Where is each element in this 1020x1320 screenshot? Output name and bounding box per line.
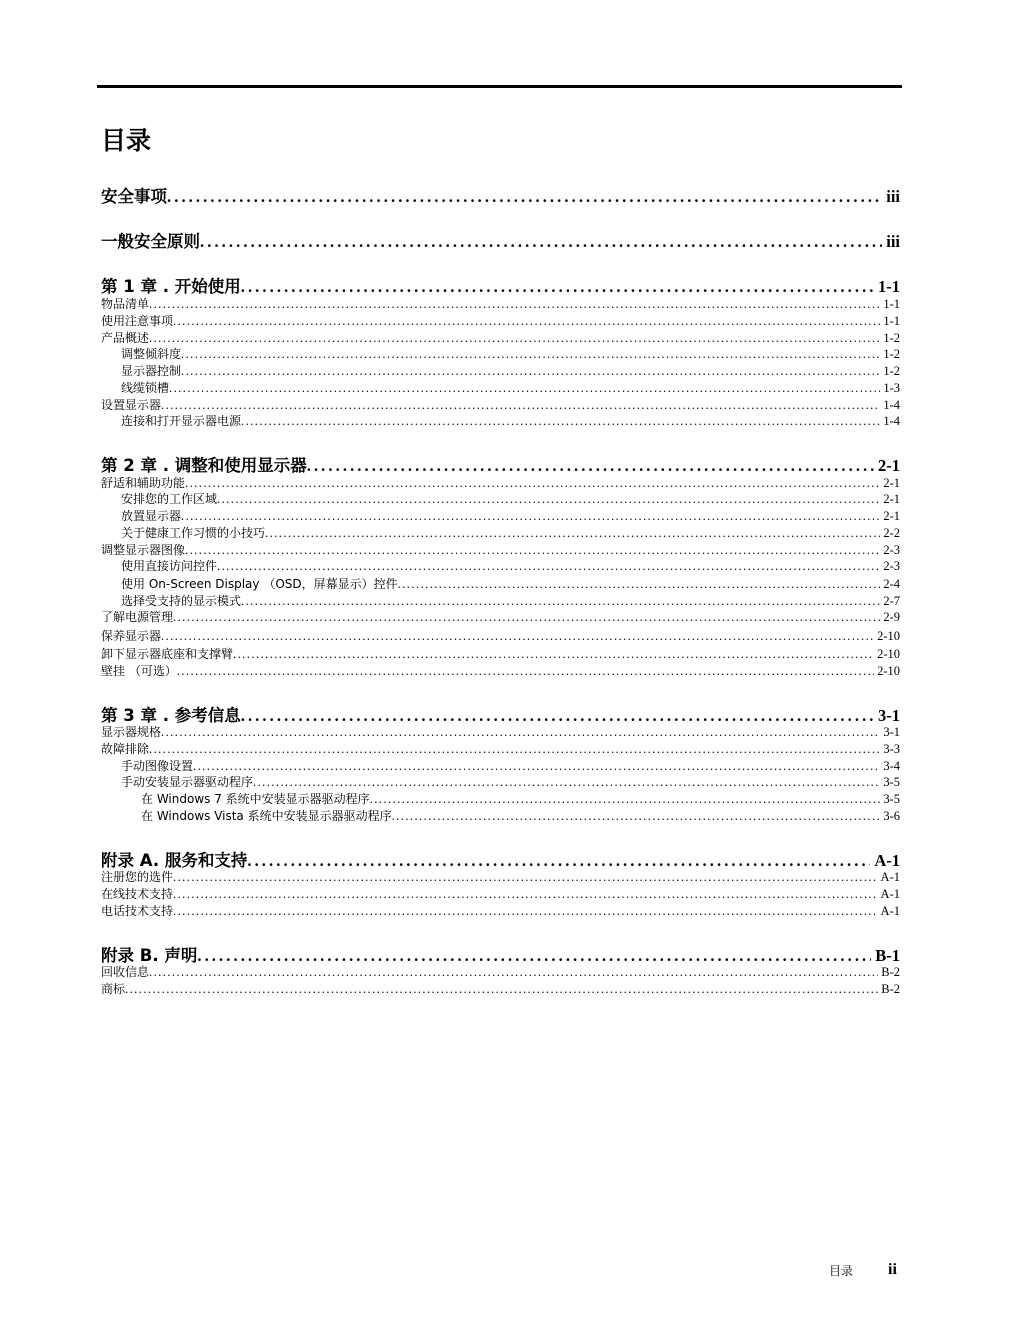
toc-entry-title: 放置显示器 — [121, 509, 182, 523]
header-rule — [97, 85, 902, 88]
dot-leader — [217, 491, 880, 508]
footer-title: 目录 — [829, 1264, 854, 1278]
toc-entry-title: 选择受支持的显示模式 — [121, 594, 242, 608]
toc-entry-title: 显示器控制 — [121, 364, 182, 378]
toc-entry-title: 设置显示器 — [101, 398, 162, 412]
toc-page-number: 1-4 — [883, 398, 900, 412]
toc-page-number: 3-3 — [883, 742, 900, 756]
toc-entry[interactable] — [101, 525, 900, 542]
page-title: 目录 — [101, 126, 152, 155]
toc-page-number: 2-10 — [877, 647, 900, 661]
footer-page-number: ii — [888, 1261, 897, 1278]
toc-entry-title: 保养显示器 — [101, 629, 162, 643]
toc-heading[interactable] — [101, 276, 900, 298]
toc-entry[interactable] — [101, 981, 900, 998]
toc-page-number: B-2 — [881, 965, 900, 979]
toc-page-number: 2-4 — [883, 577, 900, 591]
dot-leader — [217, 558, 880, 575]
toc-entry-title: 了解电源管理 — [101, 610, 174, 624]
toc-page-number: 3-5 — [883, 792, 900, 806]
toc-page-number: 3-6 — [883, 809, 900, 823]
dot-leader — [200, 231, 882, 253]
toc-entry-title: 故障排除 — [101, 742, 150, 756]
toc-page-number: A-1 — [880, 904, 900, 918]
toc-entry[interactable] — [101, 964, 900, 981]
toc-page-number: 1-1 — [883, 314, 900, 328]
toc-entry[interactable] — [101, 296, 900, 313]
dot-leader — [193, 758, 880, 775]
dot-leader — [233, 646, 874, 663]
dot-leader — [149, 964, 878, 981]
toc-page-number: 3-1 — [878, 706, 900, 725]
toc-page-number: 1-2 — [883, 331, 900, 345]
toc-entry-title: 产品概述 — [101, 331, 150, 345]
toc-heading[interactable] — [101, 455, 900, 477]
toc-page-number: iii — [886, 232, 900, 251]
dot-leader — [181, 363, 880, 380]
toc-entry-title: 手动图像设置 — [121, 759, 194, 773]
dot-leader — [307, 455, 874, 477]
toc-page-number: 2-1 — [883, 492, 900, 506]
dot-leader — [241, 276, 874, 298]
toc-entry-title: 安排您的工作区域 — [121, 492, 218, 506]
toc-entry-title: 第 1 章 . 开始使用 — [101, 277, 241, 296]
toc-entry[interactable] — [101, 791, 900, 808]
toc-entry[interactable] — [101, 724, 900, 741]
toc-entry[interactable] — [101, 313, 900, 330]
dot-leader — [173, 903, 878, 920]
toc-entry[interactable] — [101, 628, 900, 645]
toc-page-number: 2-7 — [883, 594, 900, 608]
dot-leader — [370, 791, 881, 808]
toc-entry[interactable] — [101, 558, 900, 575]
toc-page-number: 2-10 — [877, 664, 900, 678]
toc-entry-title: 回收信息 — [101, 965, 150, 979]
toc-entry[interactable] — [101, 475, 900, 492]
toc-page-number: B-1 — [875, 946, 900, 965]
toc-entry-title: 商标 — [101, 982, 126, 996]
dot-leader — [161, 724, 880, 741]
toc-page-number: 1-2 — [883, 347, 900, 361]
dot-leader — [398, 576, 881, 593]
toc-entry-title: 第 2 章 . 调整和使用显示器 — [101, 456, 307, 475]
toc-page-number: 2-1 — [883, 509, 900, 523]
toc-entry-title: 使用直接访问控件 — [121, 559, 218, 573]
toc-page-number: 3-4 — [883, 759, 900, 773]
toc-entry[interactable] — [101, 330, 900, 347]
toc-entry-title: 安全事项 — [101, 187, 167, 206]
dot-leader — [161, 628, 874, 645]
dot-leader — [265, 525, 880, 542]
toc-entry-title: 在 Windows 7 系统中安装显示器驱动程序 — [141, 792, 370, 806]
toc-entry[interactable] — [101, 508, 900, 525]
toc-entry-title: 舒适和辅助功能 — [101, 476, 186, 490]
dot-leader — [125, 981, 878, 998]
toc-entry[interactable] — [101, 646, 900, 663]
dot-leader — [392, 808, 881, 825]
toc-page-number: iii — [886, 187, 900, 206]
dot-leader — [185, 542, 880, 559]
dot-leader — [167, 186, 882, 208]
toc-entry-title: 电话技术支持 — [101, 904, 174, 918]
toc-entry[interactable] — [101, 774, 900, 791]
toc-entry-title: 使用 On-Screen Display （OSD，屏幕显示）控件 — [121, 577, 398, 591]
toc-entry-title: 一般安全原则 — [101, 232, 200, 251]
toc-page-number: 2-3 — [883, 559, 900, 573]
toc-page-number: 2-1 — [878, 456, 900, 475]
dot-leader — [181, 508, 880, 525]
toc-page-number: A-1 — [874, 851, 900, 870]
toc-entry[interactable] — [101, 576, 900, 593]
toc-entry[interactable] — [101, 758, 900, 775]
toc-page-number: 1-1 — [878, 277, 900, 296]
toc-entry[interactable] — [101, 886, 900, 903]
toc-page-number: 1-1 — [883, 297, 900, 311]
toc-entry[interactable] — [101, 413, 900, 430]
dot-leader — [149, 741, 880, 758]
toc-entry-title: 附录 B. 声明 — [101, 946, 198, 965]
toc-entry-title: 物品清单 — [101, 297, 150, 311]
dot-leader — [177, 663, 874, 680]
dot-leader — [253, 774, 880, 791]
toc-heading[interactable] — [101, 231, 900, 253]
dot-leader — [173, 886, 878, 903]
dot-leader — [149, 296, 880, 313]
toc-page-number: 2-2 — [883, 526, 900, 540]
toc-heading[interactable] — [101, 186, 900, 208]
toc-entry-title: 在 Windows Vista 系统中安装显示器驱动程序 — [141, 809, 392, 823]
toc-entry[interactable] — [101, 397, 900, 414]
toc-page-number: 3-5 — [883, 775, 900, 789]
dot-leader — [185, 475, 880, 492]
toc-page-number: 2-9 — [883, 610, 900, 624]
toc-entry-title: 线缆锁槽 — [121, 381, 170, 395]
toc-entry-title: 第 3 章 . 参考信息 — [101, 706, 241, 725]
toc-page-number: A-1 — [880, 870, 900, 884]
toc-page-number: 2-1 — [883, 476, 900, 490]
toc-entry-title: 调整倾斜度 — [121, 347, 182, 361]
toc-page-number: 2-3 — [883, 543, 900, 557]
dot-leader — [241, 593, 880, 610]
toc-entry-title: 使用注意事项 — [101, 314, 174, 328]
toc-entry[interactable] — [101, 741, 900, 758]
toc-page-number: A-1 — [880, 887, 900, 901]
toc-entry[interactable] — [101, 609, 900, 626]
dot-leader — [173, 869, 878, 886]
toc-entry-title: 卸下显示器底座和支撑臂 — [101, 647, 234, 661]
toc-entry-title: 注册您的选件 — [101, 870, 174, 884]
toc-page-number: B-2 — [881, 982, 900, 996]
toc-entry[interactable] — [101, 542, 900, 559]
dot-leader — [181, 346, 880, 363]
toc-page-number: 2-10 — [877, 629, 900, 643]
dot-leader — [241, 413, 880, 430]
toc-entry[interactable] — [101, 491, 900, 508]
dot-leader — [161, 397, 880, 414]
toc-page-number: 1-4 — [883, 414, 900, 428]
toc-entry[interactable] — [101, 663, 900, 680]
toc-entry[interactable] — [101, 593, 900, 610]
toc-entry-title: 调整显示器图像 — [101, 543, 186, 557]
dot-leader — [173, 313, 880, 330]
toc-entry-title: 显示器规格 — [101, 725, 162, 739]
toc-page-number: 1-2 — [883, 364, 900, 378]
toc-page-number: 1-3 — [883, 381, 900, 395]
toc-entry-title: 关于健康工作习惯的小技巧 — [121, 526, 266, 540]
toc-entry[interactable] — [101, 903, 900, 920]
dot-leader — [169, 380, 880, 397]
toc-entry-title: 手动安装显示器驱动程序 — [121, 775, 254, 789]
toc-entry[interactable] — [101, 808, 900, 825]
toc-entry-title: 连接和打开显示器电源 — [121, 414, 242, 428]
toc-entry-title: 壁挂 （可选） — [101, 664, 177, 678]
toc-entry-title: 附录 A. 服务和支持 — [101, 851, 248, 870]
toc-entry[interactable] — [101, 869, 900, 886]
toc-entry[interactable] — [101, 380, 900, 397]
toc-entry-title: 在线技术支持 — [101, 887, 174, 901]
toc-page-number: 3-1 — [883, 725, 900, 739]
toc-entry[interactable] — [101, 363, 900, 380]
dot-leader — [149, 330, 880, 347]
toc-entry[interactable] — [101, 346, 900, 363]
dot-leader — [173, 609, 880, 626]
